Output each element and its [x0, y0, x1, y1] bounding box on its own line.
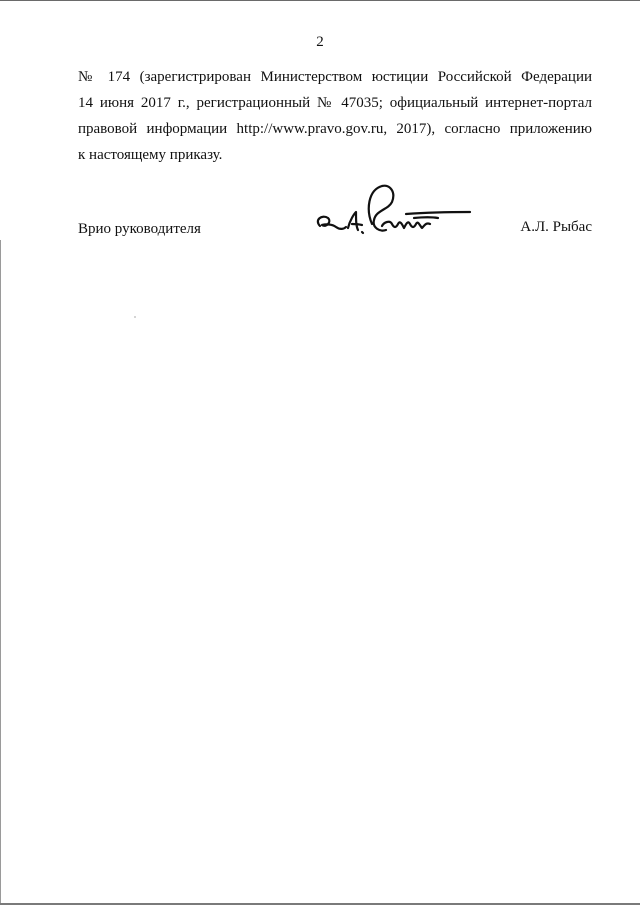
page-number: 2 — [316, 34, 324, 50]
paragraph-line: к настоящему приказу. — [78, 147, 223, 163]
scan-top-edge — [0, 0, 640, 1]
paragraph-line: правовой информации http://www.pravo.gov.ru, 2017), согласно приложению — [78, 121, 592, 137]
signatory-name: А.Л. Рыбас — [520, 219, 592, 235]
scan-left-edge — [0, 240, 1, 905]
paragraph-line: № 174 (зарегистрирован Министерством юстиции Российской Федерации — [78, 69, 592, 85]
handwritten-signature — [310, 180, 480, 240]
signatory-position: Врио руководителя — [78, 221, 201, 237]
scan-speck — [134, 316, 136, 318]
paragraph-line: 14 июня 2017 г., регистрационный № 47035; официальный интернет-портал — [78, 95, 592, 111]
body-paragraph — [78, 64, 592, 168]
